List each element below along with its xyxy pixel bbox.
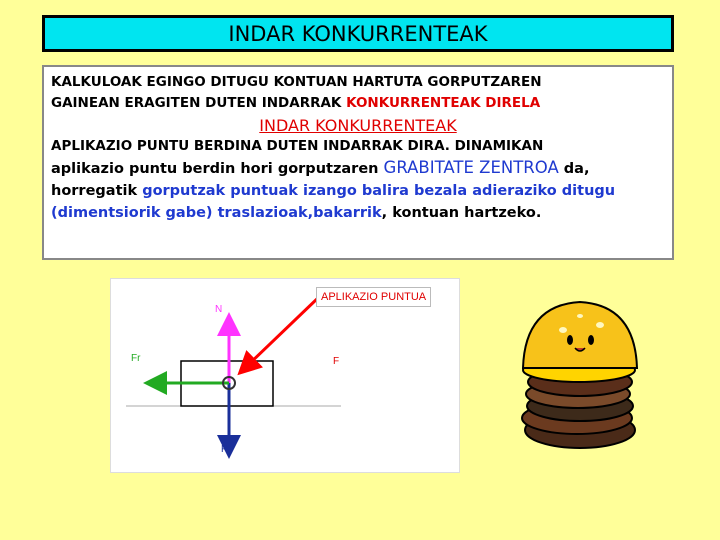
section-heading: INDAR KONKURRENTEAK (259, 116, 457, 135)
force-diagram-svg (111, 279, 461, 474)
para-d: horregatik (51, 183, 143, 199)
para-f: , kontuan hartzeko. (381, 205, 542, 221)
para-b-gravity: GRABITATE ZENTROA (383, 158, 559, 177)
application-point-label: APLIKAZIO PUNTUA (316, 287, 431, 307)
applied-force-arrow (246, 297, 319, 367)
label-friction: Fr (131, 353, 141, 364)
body-line-2 (51, 93, 665, 114)
body-line-2-plain: GAINEAN ERAGITEN DUTEN INDARRAK (51, 95, 347, 111)
title-banner (42, 15, 674, 52)
para-e-highlight: gorputzak puntuak izango balira bezala adieraziko ditugu (dimentsiorik gabe) traslazioak,bakarrik (51, 183, 616, 221)
body-line-2-red: KONKURRENTEAK DIRELA (346, 95, 541, 111)
body-line-3: APLIKAZIO PUNTU BERDINA DUTEN INDARRAK DIRA. DINAMIKAN (51, 138, 544, 154)
burger-illustration (505, 290, 655, 460)
para-c: da, (558, 161, 590, 177)
force-diagram (110, 278, 460, 473)
explanation-box (42, 65, 674, 260)
label-weight: P (221, 444, 228, 455)
para-a: aplikazio puntu berdin hori gorputzaren (51, 161, 384, 177)
label-applied: F (333, 356, 340, 367)
body-paragraph (51, 157, 665, 224)
label-normal: N (215, 304, 223, 315)
body-line-1: KALKULOAK EGINGO DITUGU KONTUAN HARTUTA GORPUTZAREN (51, 74, 542, 90)
page-title: INDAR KONKURRENTEAK (228, 21, 488, 46)
